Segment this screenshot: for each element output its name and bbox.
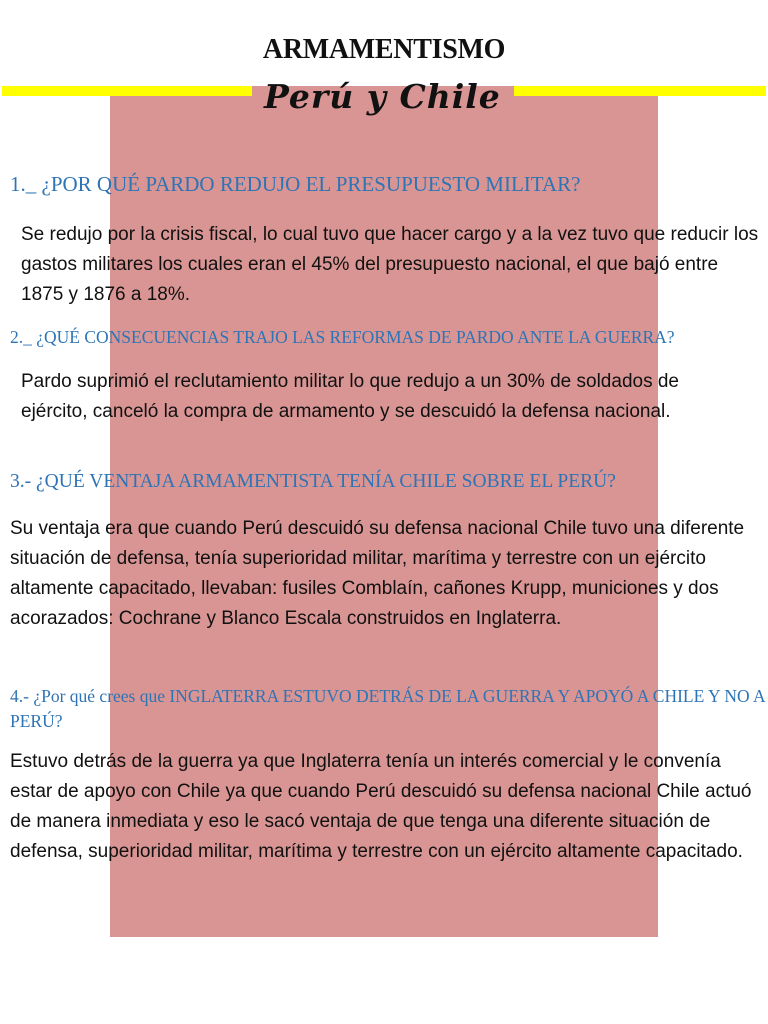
question-3: 3.- ¿QUÉ VENTAJA ARMAMENTISTA TENÍA CHILE SOBRE EL PERÚ? xyxy=(10,471,616,492)
question-2: 2._ ¿QUÉ CONSECUENCIAS TRAJO LAS REFORMAS DE PARDO ANTE LA GUERRA? xyxy=(10,327,675,347)
page-title: ARMAMENTISMO xyxy=(262,34,506,65)
question-1: 1._ ¿POR QUÉ PARDO REDUJO EL PRESUPUESTO MILITAR? xyxy=(10,172,581,196)
answer-1: Se redujo por la crisis fiscal, lo cual tuvo que hacer cargo y a la vez tuvo que reducir los gastos militares los cuales eran el 45% del presupuesto nacional, el que bajó entre 1875 y 1876 a 18%. xyxy=(21,224,759,305)
answer-2: Pardo suprimió el reclutamiento militar lo que redujo a un 30% de soldados de ejército, canceló la compra de armamento y se descuidó la defensa nacional. xyxy=(21,371,679,422)
highlight-bar-right xyxy=(514,86,766,96)
answer-4: Estuvo detrás de la guerra ya que Inglaterra tenía un interés comercial y le convenía estar de apoyo con Chile ya que cuando Perú descuidó su defensa nacional Chile actuó de manera inmediata y eso le sacó ventaja de que tenga una diferente situación de defensa, superioridad militar, marítima y terrestre con un ejército altamente capacitado. xyxy=(10,751,752,862)
question-4: 4.- ¿Por qué crees que INGLATERRA ESTUVO DETRÁS DE LA GUERRA Y APOYÓ A CHILE Y NO A PERÚ? xyxy=(10,686,765,731)
page-subtitle: Perú y Chile xyxy=(264,77,501,116)
answer-3: Su ventaja era que cuando Perú descuidó su defensa nacional Chile tuvo una diferente situación de defensa, tenía superioridad militar, marítima y terrestre con un ejército altamente capacitado, llevaban: fusiles Comblaín, cañones Krupp, municiones y dos acorazados: Cochrane y Blanco Escala construidos en Inglaterra. xyxy=(10,518,745,629)
highlight-bar-left xyxy=(2,86,252,96)
